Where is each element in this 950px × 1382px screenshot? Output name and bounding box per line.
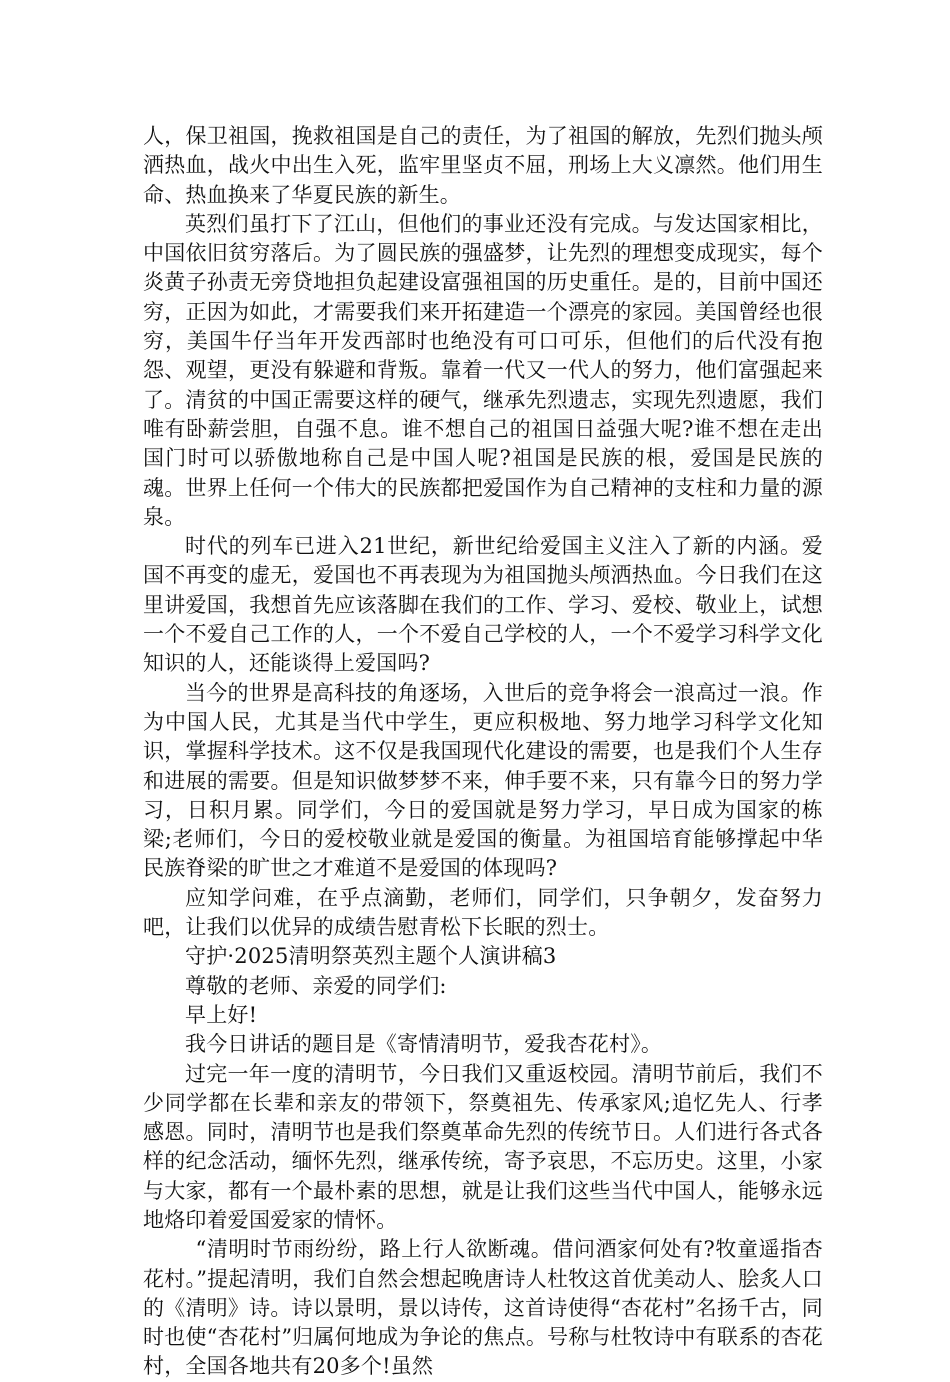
paragraph-6: 过完一年一度的清明节，今日我们又重返校园。清明节前后，我们不少同学都在长辈和亲友的带领下，祭奠祖先、传承家风;追忆先人、行孝感恩。同时，清明节也是我们祭奠革命先烈的传统节日。人们进行各式各样的纪念活动，缅怀先烈，继承传统，寄予哀思，不忘历史。这里，小家与大家，都有一个最朴素的思想，就是让我们这些当代中国人，能够永远地烙印着爱国爱家的情怀。 <box>143 1061 823 1232</box>
paragraph-1: 人，保卫祖国，挽救祖国是自己的责任，为了祖国的解放，先烈们抛头颅洒热血，战火中出生入死，监牢里坚贞不屈，刑场上大义凛然。他们用生命、热血换来了华夏民族的新生。 <box>143 124 823 207</box>
greeting: 早上好! <box>185 1002 258 1027</box>
document-body <box>143 122 823 1382</box>
section-heading: 守护·2025清明祭英烈主题个人演讲稿3 <box>185 944 557 969</box>
paragraph-5: 应知学问难，在乎点滴勤，老师们，同学们，只争朝夕，发奋努力吧，让我们以优异的成绩告慰青松下长眠的烈士。 <box>143 885 823 940</box>
speech-title-line: 我今日讲话的题目是《寄情清明节，爱我杏花村》。 <box>185 1032 663 1057</box>
paragraph-4: 当今的世界是高科技的角逐场，入世后的竞争将会一浪高过一浪。作为中国人民，尤其是当代中学生，更应积极地、努力地学习科学文化知识，掌握科学技术。这不仅是我国现代化建设的需要，也是我们个人生存和进展的需要。但是知识做梦梦不来，伸手要不来，只有靠今日的努力学习，日积月累。同学们，今日的爱国就是努力学习，早日成为国家的栋梁;老师们，今日的爱校敬业就是爱国的衡量。为祖国培育能够撑起中华民族脊梁的旷世之才难道不是爱国的体现吗? <box>143 680 823 881</box>
paragraph-7: “清明时节雨纷纷，路上行人欲断魂。借问酒家何处有?牧童遥指杏花村。”提起清明，我们自然会想起晚唐诗人杜牧这首优美动人、脍炙人口的《清明》诗。诗以景明，景以诗传，这首诗使得“杏花村”名扬千古，同时也使“杏花村”归属何地成为争论的焦点。号称与杜牧诗中有联系的杏花村，全国各地共有20多个!虽然 <box>143 1237 823 1379</box>
paragraph-3: 时代的列车已进入21世纪，新世纪给爱国主义注入了新的内涵。爱国不再变的虚无，爱国也不再表现为为祖国抛头颅洒热血。今日我们在这里讲爱国，我想首先应该落脚在我们的工作、学习、爱校、敬业上，试想一个不爱自己工作的人，一个不爱自己学校的人，一个不爱学习科学文化知识的人，还能谈得上爱国吗? <box>143 534 823 676</box>
salutation: 尊敬的老师、亲爱的同学们: <box>185 973 447 998</box>
paragraph-2: 英烈们虽打下了江山，但他们的事业还没有完成。与发达国家相比，中国依旧贫穷落后。为了圆民族的强盛梦，让先烈的理想变成现实，每个炎黄子孙责无旁贷地担负起建设富强祖国的历史重任。是的，目前中国还穷，正因为如此，才需要我们来开拓建造一个漂亮的家园。美国曾经也很穷，美国牛仔当年开发西部时也绝没有可口可乐，但他们的后代没有抱怨、观望，更没有躲避和背叛。靠着一代又一代人的努力，他们富强起来了。清贫的中国正需要这样的硬气，继承先烈遗志，实现先烈遗愿，我们唯有卧薪尝胆，自强不息。谁不想自己的祖国日益强大呢?谁不想在走出国门时可以骄傲地称自己是中国人呢?祖国是民族的根，爱国是民族的魂。世界上任何一个伟大的民族都把爱国作为自己精神的支柱和力量的源泉。 <box>143 211 823 529</box>
